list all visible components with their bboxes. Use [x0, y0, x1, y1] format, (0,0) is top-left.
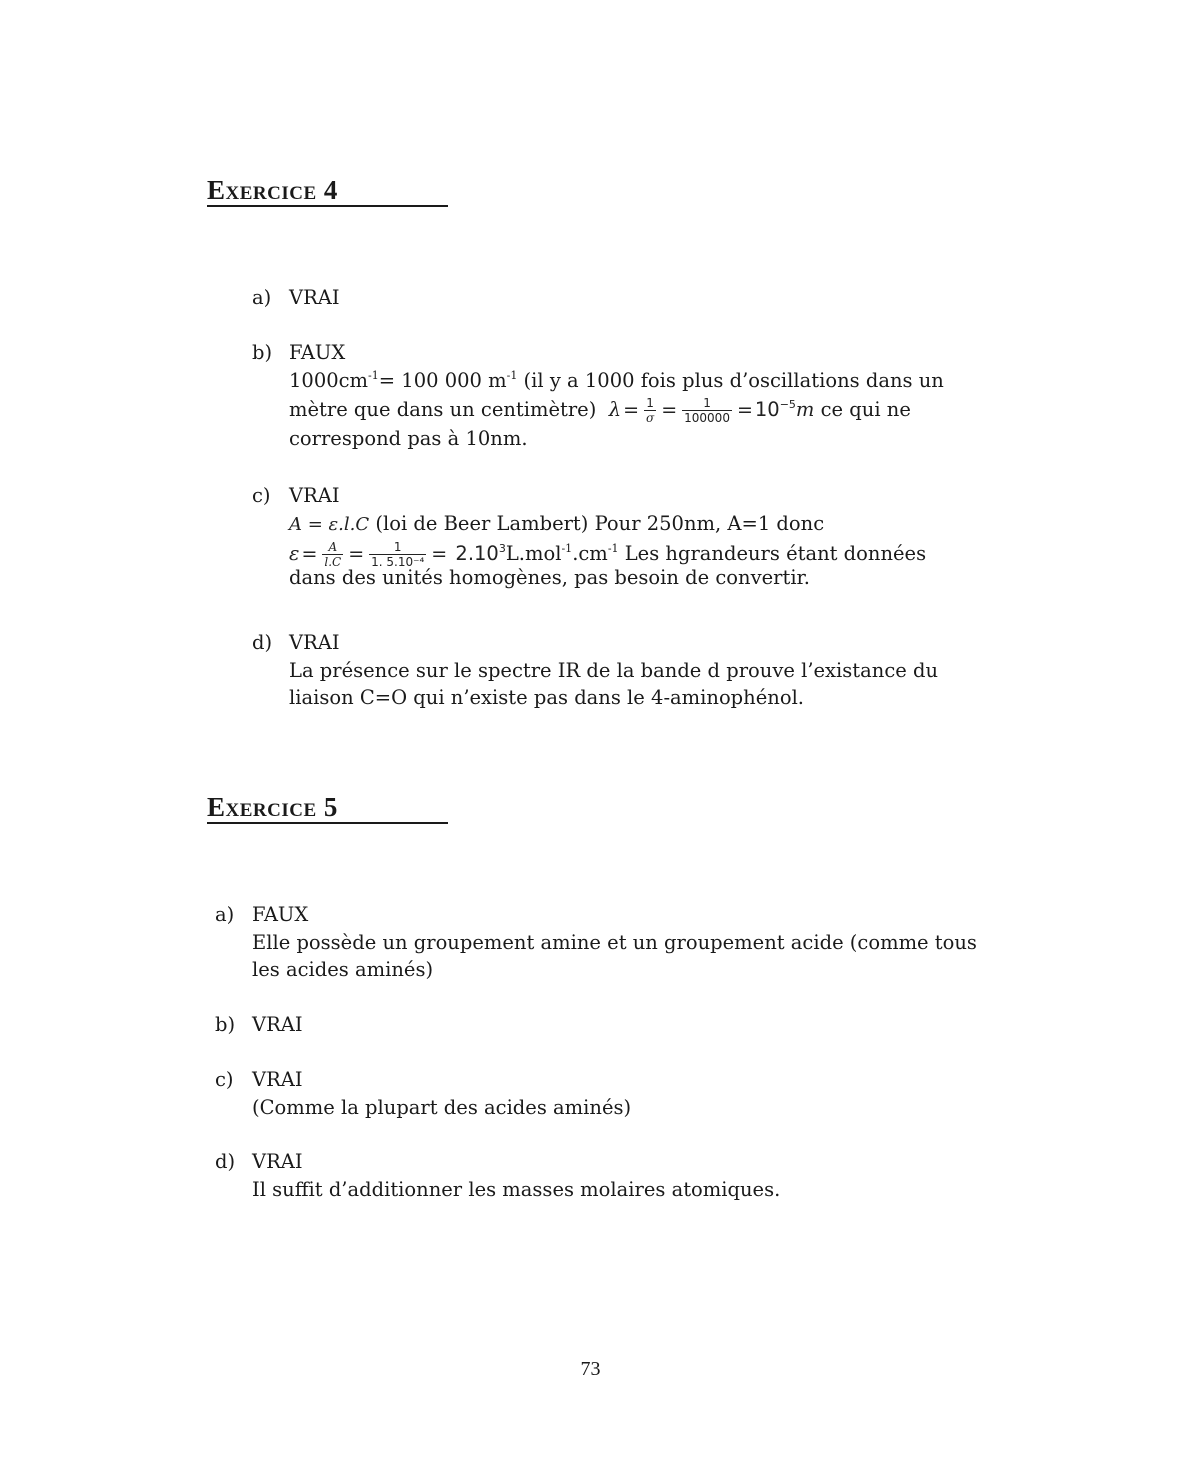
exercise-5-title: Exercice 5 — [207, 792, 448, 824]
explanation-line-1: La présence sur le spectre IR de la bande d prouve l’existance du — [289, 658, 939, 682]
item-answer: VRAI — [252, 1068, 303, 1091]
explanation-line-2: ε = $\frac{A}{l.C}$ = $\frac{1}{\text{1. 5.10⁻⁴}}$ = $2.10^3L.mol^{-1}.cm^{-1}$ Les hgrandeurs étant données — [289, 540, 927, 569]
explanation-line-1: A = ε.l.C (loi de Beer Lambert) Pour 250nm, A=1 donc — [289, 511, 825, 535]
item-answer: VRAI — [289, 484, 340, 507]
item-label: c) — [215, 1068, 234, 1091]
wavelength-formula: λ = $\frac{1}{\sigma}$ = $\frac{1}{100000}$ = $10^{-5}m$ — [608, 396, 815, 425]
item-answer: VRAI — [252, 1150, 303, 1173]
item-answer: FAUX — [252, 903, 309, 926]
item-answer: VRAI — [289, 631, 340, 654]
item-label: c) — [252, 484, 271, 507]
explanation-line-2: mètre que dans un centimètre) λ = $\frac{1}{\sigma}$ = $\frac{1}{100000}$ = $10^{-5}m$ ce qui ne — [289, 396, 911, 425]
explanation-line-3: correspond pas à 10nm. — [289, 427, 528, 450]
item-answer: FAUX — [289, 341, 346, 364]
explanation-line-1: $1000cm^{-1}= 100$ 000 $m^{-1}$ (il y a 1000 fois plus d’oscillations dans un — [289, 368, 944, 392]
item-label: a) — [215, 903, 235, 926]
explanation-line-1: (Comme la plupart des acides aminés) — [252, 1095, 632, 1119]
item-answer: VRAI — [252, 1013, 303, 1036]
item-label: b) — [252, 341, 273, 364]
explanation-line-1: Elle possède un groupement amine et un groupement acide (comme tous — [252, 930, 977, 954]
explanation-line-2: liaison C=O qui n’existe pas dans le 4-aminophénol. — [289, 686, 804, 709]
beer-lambert-formula: A = ε.l.C — [289, 513, 370, 535]
item-answer: VRAI — [289, 286, 340, 309]
explanation-line-2: les acides aminés) — [252, 958, 434, 981]
exercise-4-title: Exercice 4 — [207, 175, 448, 207]
explanation-line-3: dans des unités homogènes, pas besoin de convertir. — [289, 566, 810, 589]
item-label: d) — [252, 631, 273, 654]
item-label: a) — [252, 286, 272, 309]
item-label: b) — [215, 1013, 236, 1036]
item-label: d) — [215, 1150, 236, 1173]
epsilon-formula: ε = $\frac{A}{l.C}$ = $\frac{1}{\text{1. 5.10⁻⁴}}$ = 2.10$^3$ — [289, 540, 506, 569]
page-number: 73 — [580, 1358, 601, 1380]
explanation-line-1: Il suffit d’additionner les masses molaires atomiques. — [252, 1177, 781, 1201]
